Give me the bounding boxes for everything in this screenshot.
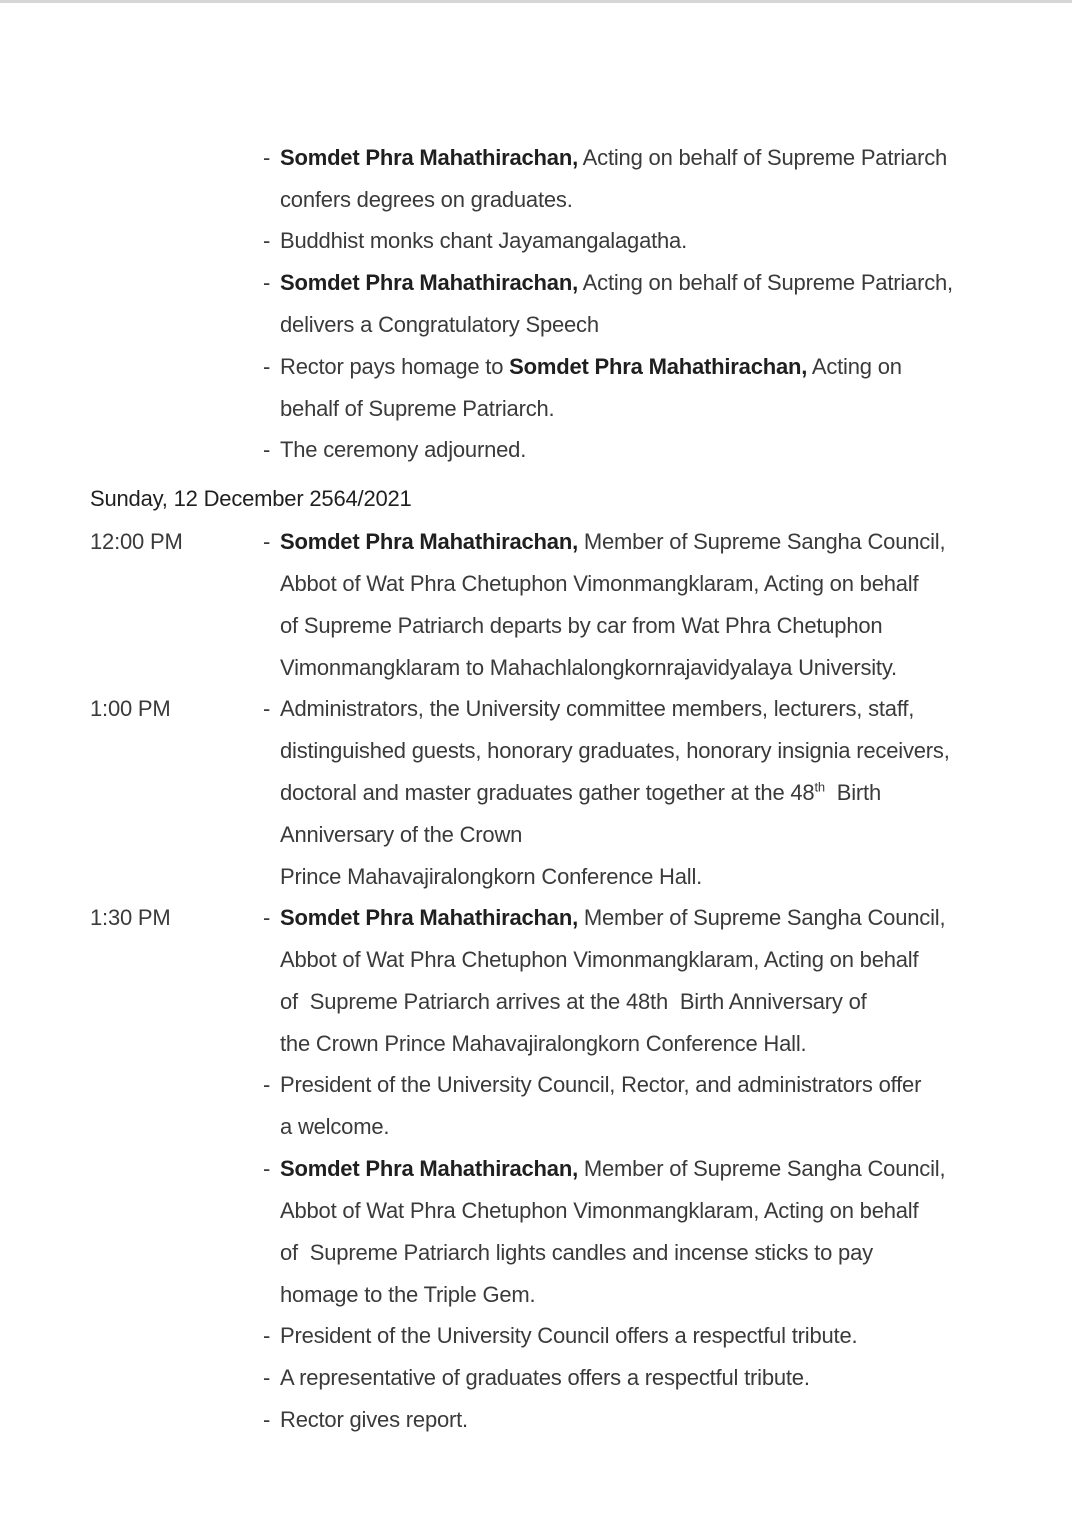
list-item: - Somdet Phra Mahathirachan, Acting on behalf of Supreme Patriarch confers degrees on graduates. — [263, 137, 1003, 221]
list-item: - A representative of graduates offers a respectful tribute. — [263, 1357, 1003, 1399]
list-item: - Buddhist monks chant Jayamangalagatha. — [263, 220, 1003, 262]
bullet-dash: - — [263, 1072, 271, 1097]
bold-name: Somdet Phra Mahathirachan, — [509, 354, 808, 379]
time-label: 1:00 PM — [90, 696, 171, 721]
bullet-dash: - — [263, 145, 271, 170]
list-item: - The ceremony adjourned. — [263, 429, 1003, 471]
list-item: - Administrators, the University committee members, lecturers, staff, distinguished guests, honorary graduates, honorary insignia receivers, doctoral and master graduates gather together at the 48th Birth Anniversary of the Crown Prince Mahavajiralongkorn Conference Hall. — [263, 688, 1003, 898]
bullet-dash: - — [263, 1365, 271, 1390]
list-item: - President of the University Council offers a respectful tribute. — [263, 1315, 1003, 1357]
list-item: - President of the University Council, Rector, and administrators offer a welcome. — [263, 1064, 1003, 1148]
time-label: 1:30 PM — [90, 905, 171, 930]
list-item: - Rector pays homage to Somdet Phra Mahathirachan, Acting on behalf of Supreme Patriarch. — [263, 346, 1003, 430]
bold-name: Somdet Phra Mahathirachan, — [280, 270, 578, 295]
bullet-dash: - — [263, 905, 271, 930]
bold-name: Somdet Phra Mahathirachan, — [280, 905, 578, 930]
list-item: - Somdet Phra Mahathirachan, Member of Supreme Sangha Council, Abbot of Wat Phra Chetuphon Vimonmangklaram, Acting on behalf of Supreme Patriarch arrives at the 48th Birth Anniversary of the Crown Prince Mahavajiralongkorn Conference Hall. — [263, 897, 1003, 1065]
bullet-dash: - — [263, 354, 271, 379]
item-text: Rector pays homage to Somdet Phra Mahathirachan, Acting on — [280, 354, 902, 379]
bullet-dash: - — [263, 270, 271, 295]
bullet-dash: - — [263, 696, 271, 721]
bold-name: Somdet Phra Mahathirachan, — [280, 1156, 578, 1181]
item-text: Somdet Phra Mahathirachan, Acting on behalf of Supreme Patriarch, — [280, 270, 953, 295]
bold-name: Somdet Phra Mahathirachan, — [280, 529, 578, 554]
bold-name: Somdet Phra Mahathirachan, — [280, 145, 578, 170]
list-item: - Somdet Phra Mahathirachan, Member of Supreme Sangha Council, Abbot of Wat Phra Chetuphon Vimonmangklaram, Acting on behalf of Supreme Patriarch departs by car from Wat Phra Chetuphon Vimonmangklaram to Mahachlalongkornrajavidyalaya University. — [263, 521, 1003, 689]
bullet-dash: - — [263, 1407, 271, 1432]
bullet-dash: - — [263, 1156, 271, 1181]
bullet-dash: - — [263, 1323, 271, 1348]
day-heading: Sunday, 12 December 2564/2021 — [90, 486, 412, 511]
bullet-dash: - — [263, 529, 271, 554]
time-label: 12:00 PM — [90, 529, 183, 554]
bullet-dash: - — [263, 228, 271, 253]
list-item: - Somdet Phra Mahathirachan, Member of Supreme Sangha Council, Abbot of Wat Phra Chetuphon Vimonmangklaram, Acting on behalf of Supreme Patriarch lights candles and incense sticks to pay homage to the Triple Gem. — [263, 1148, 1003, 1316]
list-item: - Somdet Phra Mahathirachan, Acting on behalf of Supreme Patriarch, delivers a Congratulatory Speech — [263, 262, 1003, 346]
list-item: - Rector gives report. — [263, 1399, 1003, 1441]
bullet-dash: - — [263, 437, 271, 462]
item-text: Somdet Phra Mahathirachan, Acting on behalf of Supreme Patriarch — [280, 145, 948, 170]
